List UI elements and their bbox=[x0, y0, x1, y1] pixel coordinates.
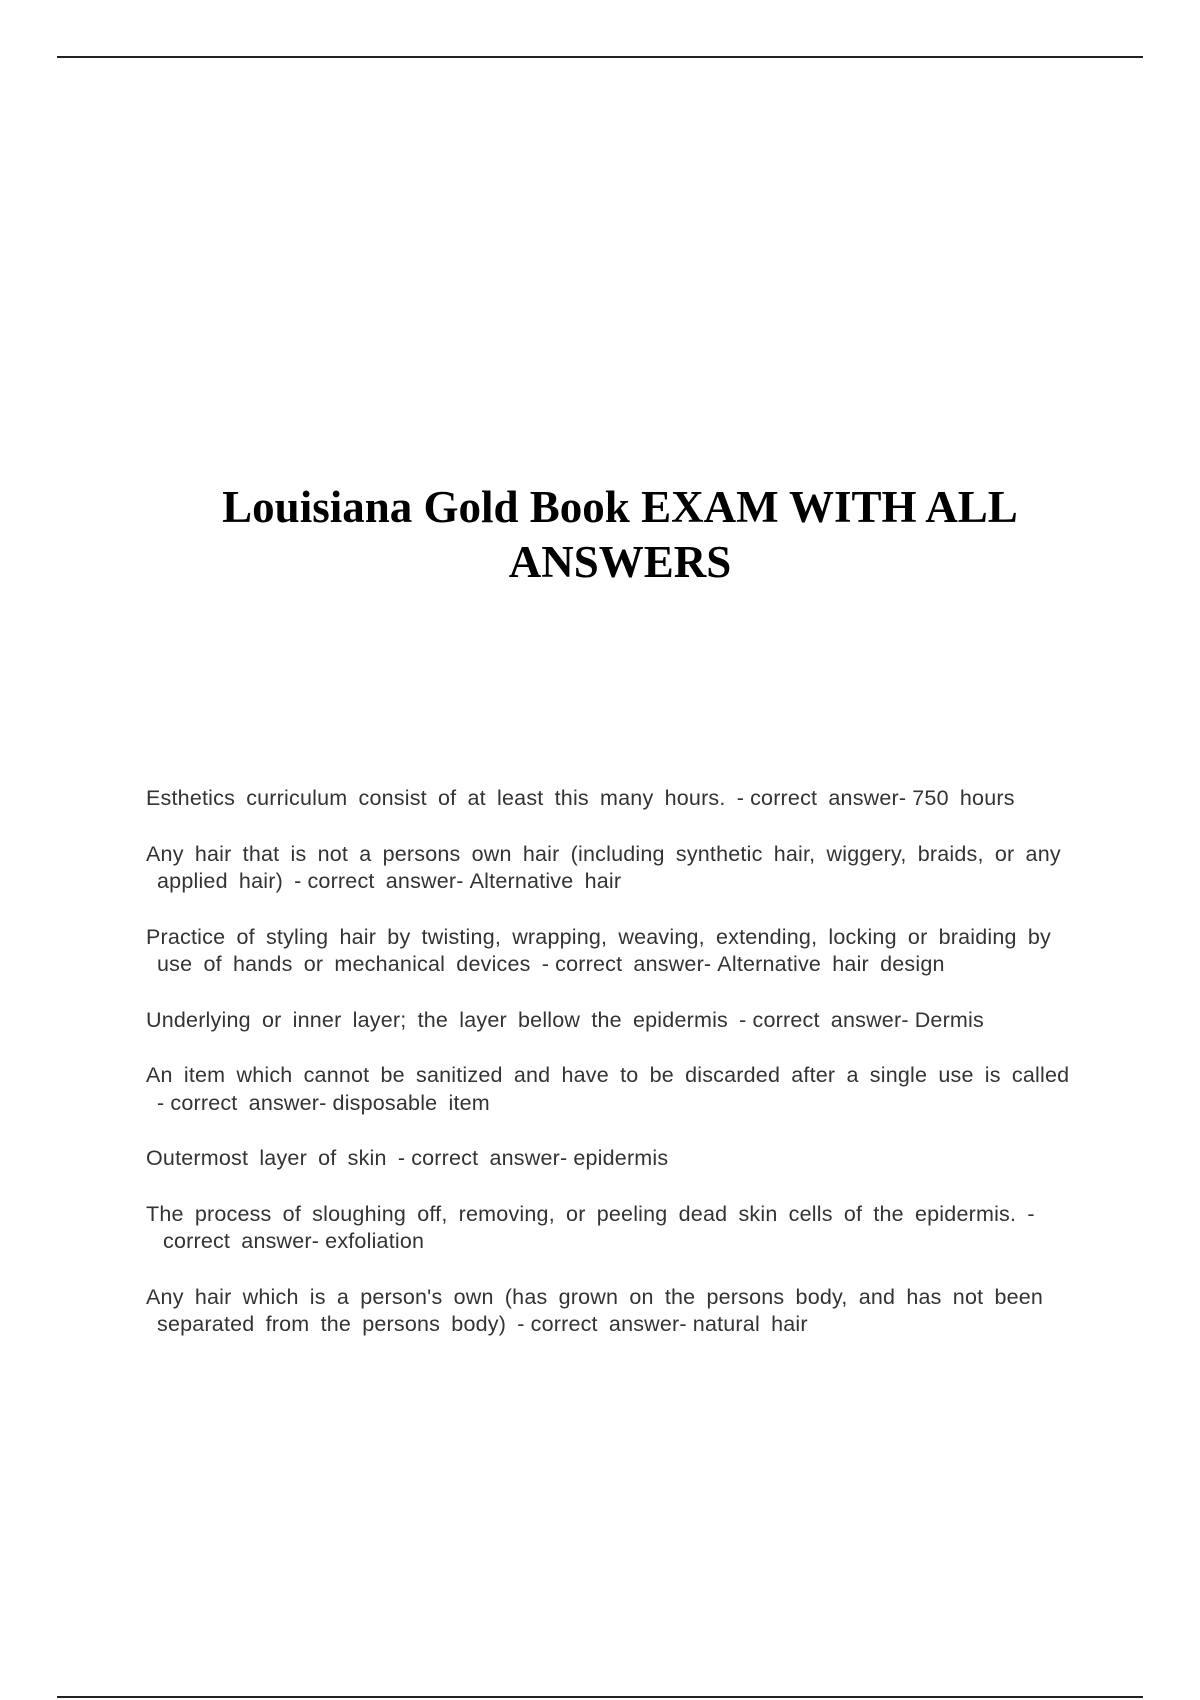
answer-text: natural hair bbox=[692, 1312, 808, 1336]
qa-list bbox=[146, 785, 1074, 1367]
answer-text: exfoliation bbox=[325, 1229, 425, 1253]
answer-text: Dermis bbox=[914, 1007, 984, 1032]
question-text: Practice of styling hair by twisting, wrapping, weaving, extending, locking or braiding by use of hands or mechanical devices - bbox=[146, 924, 1051, 976]
answer-text: disposable item bbox=[332, 1090, 490, 1115]
question-text: Any hair that is not a persons own hair (including synthetic hair, wiggery, braids, or any applied hair) - bbox=[146, 841, 1061, 893]
qa-item bbox=[146, 785, 1074, 813]
answer-separator: correct answer- bbox=[555, 952, 712, 976]
qa-item bbox=[146, 841, 1074, 896]
answer-separator: correct answer- bbox=[307, 869, 464, 893]
qa-item bbox=[146, 1007, 1074, 1035]
header-rule bbox=[57, 56, 1143, 58]
answer-separator: correct answer- bbox=[750, 786, 907, 810]
question-text: Underlying or inner layer; the layer bellow the epidermis - bbox=[146, 1007, 747, 1032]
qa-item bbox=[146, 1201, 1074, 1256]
qa-item bbox=[146, 1145, 1074, 1173]
answer-separator: correct answer- bbox=[752, 1007, 909, 1032]
qa-item bbox=[146, 924, 1074, 979]
answer-text: Alternative hair bbox=[469, 869, 622, 893]
answer-text: 750 hours bbox=[912, 786, 1015, 810]
question-text: Esthetics curriculum consist of at least this many hours. - bbox=[146, 786, 745, 810]
answer-text: Alternative hair design bbox=[717, 952, 945, 976]
question-text: Any hair which is a person's own (has grown on the persons body, and has not been separated from the persons body) - bbox=[146, 1284, 1044, 1336]
answer-separator: correct answer- bbox=[530, 1312, 687, 1336]
question-text: The process of sloughing off, removing, or peeling dead skin cells of the epidermis. - bbox=[146, 1201, 1035, 1226]
question-text: An item which cannot be sanitized and have to be discarded after a single use is called - bbox=[146, 1063, 1070, 1115]
document-title: Louisiana Gold Book EXAM WITH ALL ANSWERS bbox=[222, 482, 1018, 587]
qa-item bbox=[146, 1062, 1074, 1117]
question-text: Outermost layer of skin - bbox=[146, 1146, 406, 1170]
qa-item bbox=[146, 1284, 1074, 1339]
answer-separator: correct answer- bbox=[163, 1229, 320, 1253]
footer-rule bbox=[57, 1696, 1143, 1698]
answer-text: epidermis bbox=[573, 1146, 669, 1170]
answer-separator: correct answer- bbox=[170, 1090, 327, 1115]
answer-separator: correct answer- bbox=[411, 1146, 568, 1170]
